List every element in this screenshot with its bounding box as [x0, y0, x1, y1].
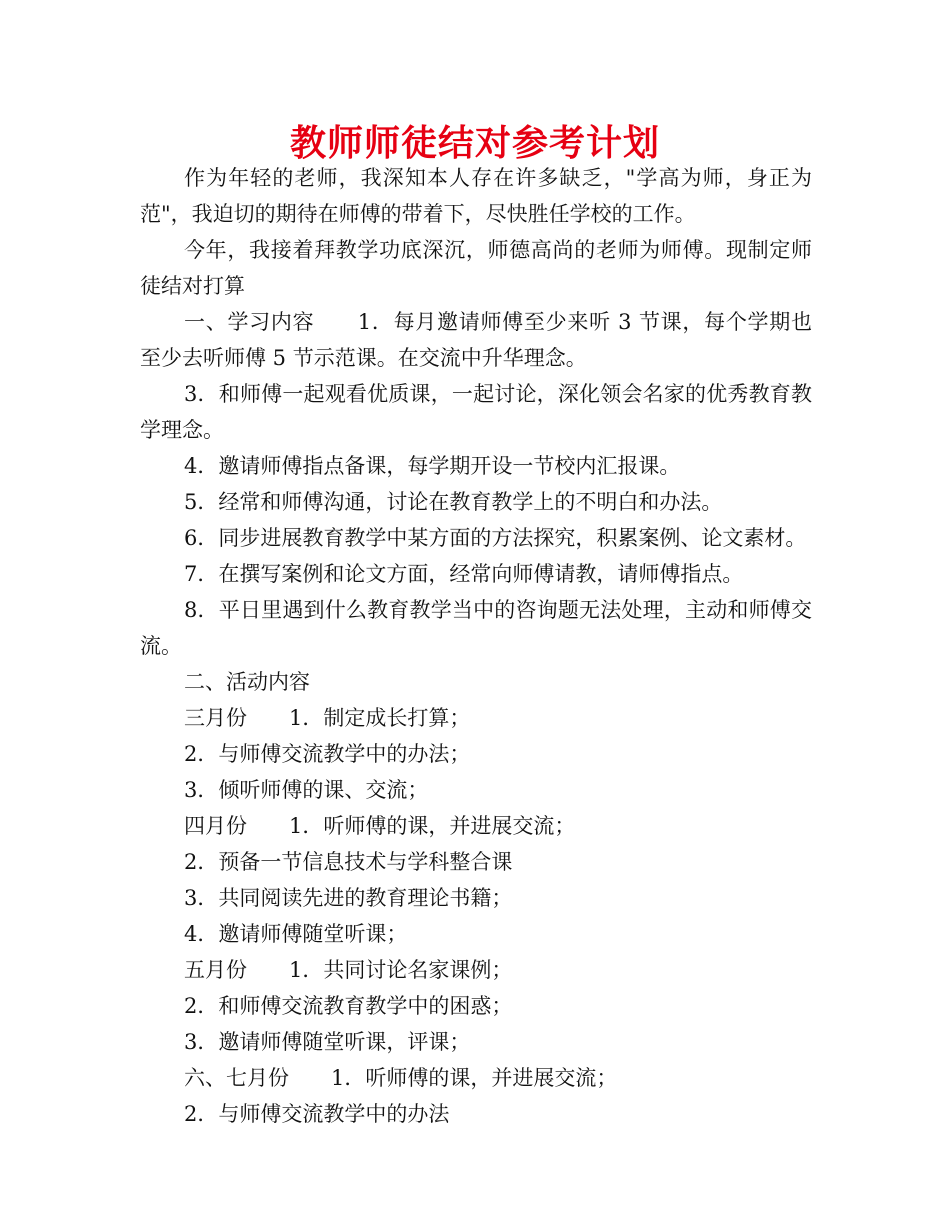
- paragraph: 4．邀请师傅指点备课，每学期开设一节校内汇报课。: [184, 454, 681, 478]
- paragraph: 今年，我接着拜教学功底深沉，师德高尚的老师为师傅。现制定师徒结对打算: [140, 238, 812, 298]
- paragraph: 2．与师傅交流教学中的办法；: [184, 742, 471, 766]
- paragraph: 6．同步进展教育教学中某方面的方法探究，积累案例、论文素材。: [184, 526, 807, 550]
- paragraph: 3．和师傅一起观看优质课，一起讨论，深化领会名家的优秀教育教学理念。: [140, 382, 812, 442]
- paragraph: 8．平日里遇到什么教育教学当中的咨询题无法处理，主动和师傅交流。: [140, 598, 812, 658]
- paragraph: 三月份 1．制定成长打算；: [184, 706, 471, 730]
- paragraph: 5．经常和师傅沟通，讨论在教育教学上的不明白和办法。: [184, 490, 723, 514]
- paragraph: 2．和师傅交流教育教学中的困惑；: [184, 994, 513, 1018]
- paragraph: 六、七月份 1．听师傅的课，并进展交流；: [184, 1066, 618, 1090]
- paragraph: 作为年轻的老师，我深知本人存在许多缺乏，"学高为师，身正为范"，我迫切的期待在师傅的带着下，尽快胜任学校的工作。: [140, 166, 812, 226]
- paragraph: 4．邀请师傅随堂听课；: [184, 922, 408, 946]
- paragraph: 2．与师傅交流教学中的办法: [184, 1102, 450, 1126]
- paragraph: 3．倾听师傅的课、交流；: [184, 778, 429, 802]
- paragraph: 3．共同阅读先进的教育理论书籍；: [184, 886, 513, 910]
- section-heading: 二、活动内容: [184, 670, 310, 694]
- document-title: 教师师徒结对参考计划: [289, 123, 660, 164]
- paragraph: 2．预备一节信息技术与学科整合课: [184, 850, 513, 874]
- paragraph: 四月份 1．听师傅的课，并进展交流；: [184, 814, 576, 838]
- paragraph: 五月份 1．共同讨论名家课例；: [184, 958, 513, 982]
- document-body: [140, 160, 812, 1132]
- paragraph: 一、学习内容 1．每月邀请师傅至少来听 3 节课，每个学期也至少去听师傅 5 节示范课。在交流中升华理念。: [140, 310, 812, 370]
- paragraph: 3．邀请师傅随堂听课，评课；: [184, 1030, 471, 1054]
- paragraph: 7．在撰写案例和论文方面，经常向师傅请教，请师傅指点。: [184, 562, 744, 586]
